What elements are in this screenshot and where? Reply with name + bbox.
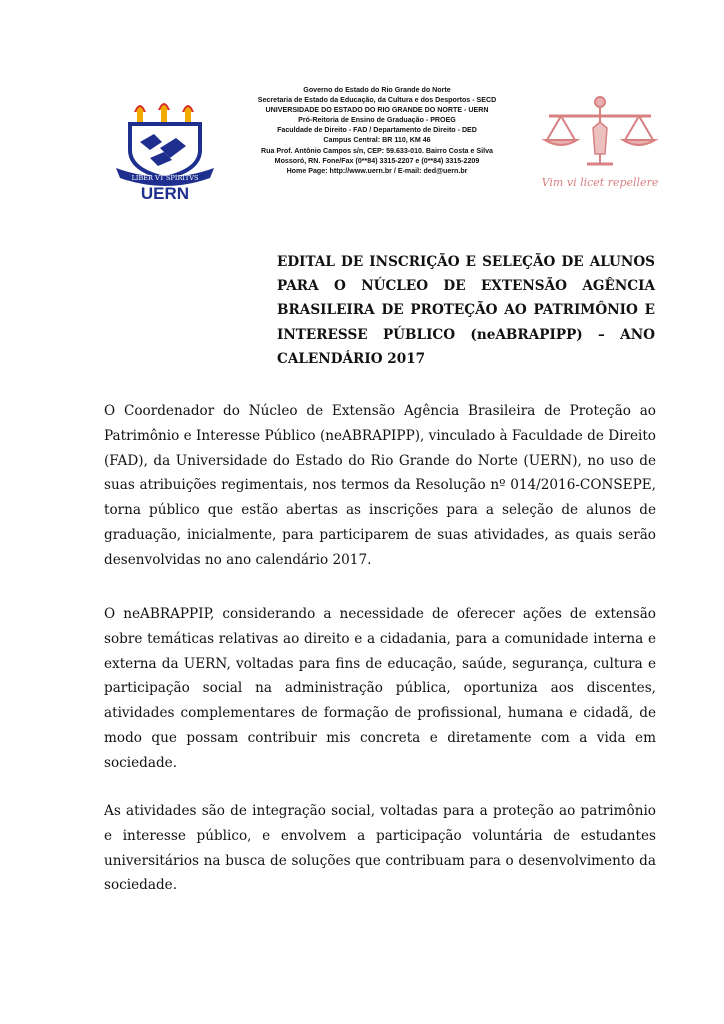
header-line: Secretaria de Estado da Educação, da Cultura e dos Desportos - SECD	[257, 96, 497, 105]
torch-icon	[182, 105, 194, 124]
header-line: Faculdade de Direito - FAD / Departamento de Direito - DED	[277, 126, 477, 135]
paragraph: As atividades são de integração social, voltadas para a proteção ao patrimônio e interesse público, e envolvem a participação voluntária de estudantes universitários na busca de soluções que contribuam para o desenvolvimento da sociedade.	[104, 803, 656, 894]
header-line: Governo do Estado do Rio Grande do Norte	[303, 86, 451, 94]
paragraph: O Coordenador do Núcleo de Extensão Agência Brasileira de Proteção ao Patrimônio e Interesse Público (neABRAPIPP), vinculado à Faculdade de Direito (FAD), da Universidade do Estado do Rio Grande do Norte (UERN), no uso de suas atribuições regimentais, nos termos da Resolução nº 014/2016-CONSEPE, torna público que estão abertas as inscrições para a seleção de alunos de graduação, inicialmente, para participarem de suas atividades, as quais serão desenvolvidas no ano calendário 2017.	[104, 403, 656, 568]
latin-motto: Vim vi licet repellere	[541, 176, 659, 189]
document-title: EDITAL DE INSCRIÇÃO E SELEÇÃO DE ALUNOS PARA O NÚCLEO DE EXTENSÃO AGÊNCIA BRASILEIRA DE PROTEÇÃO AO PATRIMÔNIO E INTERESSE PÚBLICO (neABRAPIPP) – ANO CALENDÁRIO 2017	[277, 254, 655, 367]
header-line: Home Page: http://www.uern.br / E-mail: ded@uern.br	[286, 166, 468, 175]
uern-logo	[110, 92, 220, 202]
header-line: UNIVERSIDADE DO ESTADO DO RIO GRANDE DO NORTE - UERN	[265, 106, 489, 115]
torch-icon	[158, 103, 170, 122]
paragraph: O neABRAPPIP, considerando a necessidade de oferecer ações de extensão sobre temáticas relativas ao direito e a cidadania, para a comunidade interna e externa da UERN, voltadas para fins de educação, saúde, segurança, cultura e participação social na administração pública, oportuniza aos discentes, atividades complementares de formação de profissional, humana e cidadã, de modo que possam contribuir mis concreta e diretamente com a vida em sociedade.	[104, 606, 656, 771]
header-line: Rua Prof. Antônio Campos s/n, CEP: 59.633-010. Bairro Costa e Silva	[261, 146, 493, 155]
header-line: Pró-Reitoria de Ensino de Graduação - PROEG	[298, 116, 456, 125]
logo-motto: LIBER VT SPIRITVS	[131, 174, 199, 182]
institution-header	[226, 85, 528, 176]
logo-name: UERN	[140, 184, 190, 202]
header-line: Campus Central: BR 110, KM 46	[323, 136, 431, 145]
scales-of-justice-logo	[535, 88, 665, 196]
header-line: Mossoró, RN. Fone/Fax (0**84) 3315-2207 e (0**84) 3315-2209	[274, 156, 480, 165]
torch-icon	[134, 105, 146, 124]
scales-icon	[545, 97, 655, 164]
